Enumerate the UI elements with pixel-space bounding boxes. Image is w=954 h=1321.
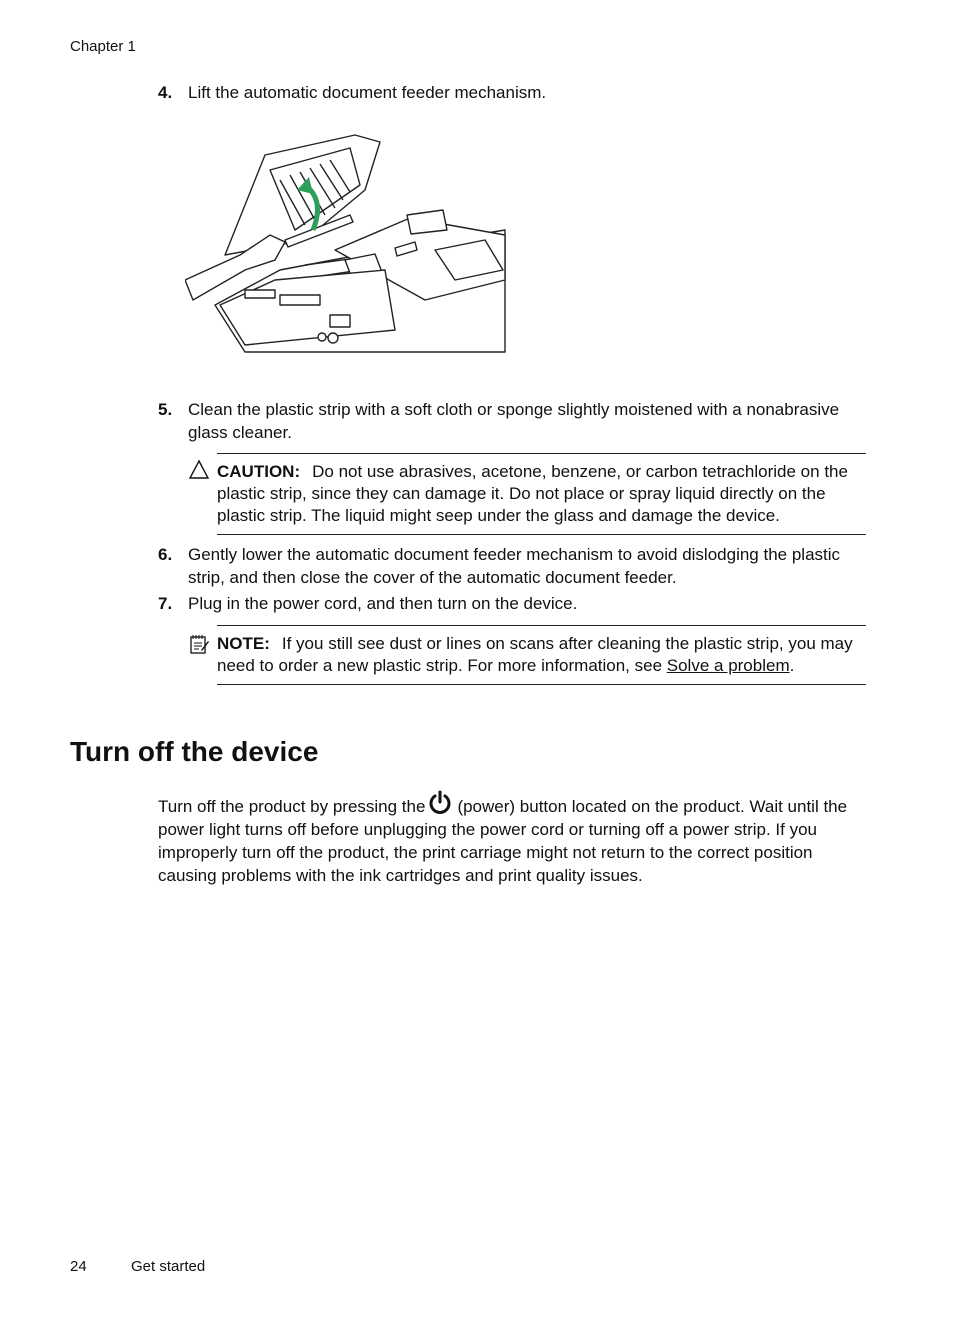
step-number: 6.	[158, 545, 173, 564]
solve-a-problem-link[interactable]: Solve a problem	[666, 656, 790, 675]
step-number: 7.	[158, 594, 173, 613]
note-box	[188, 625, 866, 685]
step-text: Gently lower the automatic document feeder mechanism to avoid dislodging the plastic strip, and then close the cover of the automatic document feeder.	[188, 545, 841, 587]
caution-text: Do not use abrasives, acetone, benzene, or carbon tetrachloride on the plastic strip, since they can damage it. Do not place or spray liquid directly on the plastic strip. The liquid might seep under the glass and damage the device.	[217, 462, 848, 525]
note-text: If you still see dust or lines on scans after cleaning the plastic strip, you may need to order a new plastic strip. For more information, see	[217, 634, 853, 675]
section-paragraph	[158, 790, 868, 887]
power-icon	[427, 790, 453, 816]
note-text-end: .	[789, 656, 795, 675]
device-illustration	[185, 130, 510, 358]
note-pad-icon	[188, 633, 210, 655]
step-number: 5.	[158, 400, 173, 419]
step-6	[158, 543, 868, 589]
page-number: 24	[70, 1258, 87, 1275]
step-text: Lift the automatic document feeder mechanism.	[188, 83, 547, 102]
step-7	[158, 592, 868, 615]
step-number: 4.	[158, 83, 173, 102]
step-4	[158, 81, 868, 104]
step-text: Plug in the power cord, and then turn on the device.	[188, 594, 578, 613]
step-text: Clean the plastic strip with a soft cloth or sponge slightly moistened with a nonabrasive glass cleaner.	[188, 400, 840, 442]
caution-box	[188, 453, 866, 535]
section-title: Turn off the device	[70, 736, 319, 767]
note-label: NOTE:	[217, 634, 270, 653]
paragraph-text-rest: (power) button located on the product. Wait until the power light turns off before unplugging the power cord or turning off a power strip. If you improperly turn off the product, the print carriage might not return to the correct position causing problems with the ink cartridges and print quality issues.	[158, 797, 848, 885]
chapter-header: Chapter 1	[70, 38, 136, 55]
step-5	[158, 398, 868, 444]
paragraph-text-start: Turn off the product by pressing the	[158, 797, 426, 816]
caution-triangle-icon	[188, 459, 210, 481]
footer-title: Get started	[131, 1258, 206, 1275]
caution-label: CAUTION:	[217, 462, 301, 481]
